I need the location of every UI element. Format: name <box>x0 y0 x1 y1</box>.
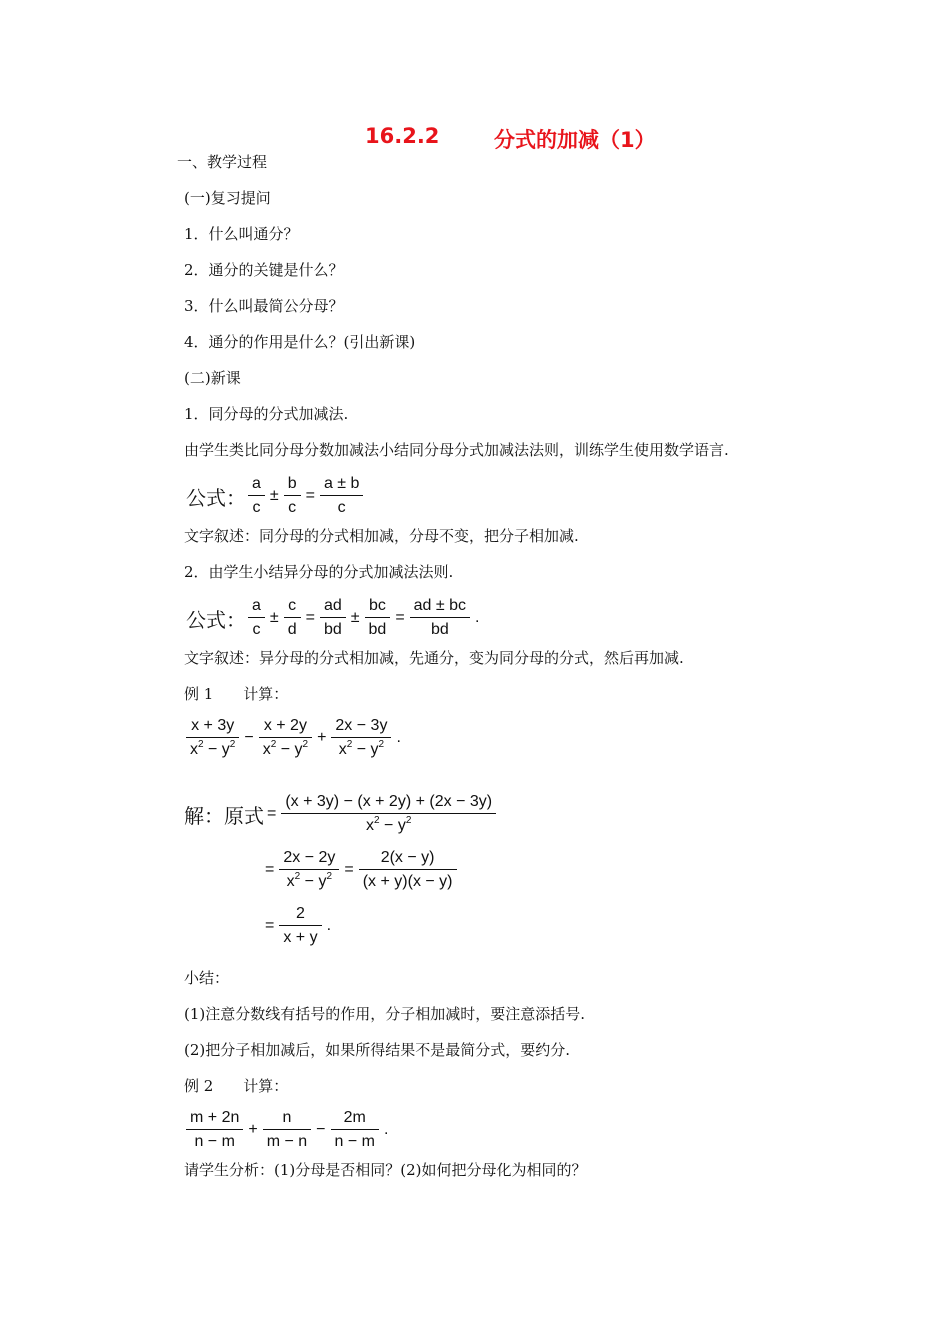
example-2-heading: 例 2 计算： <box>184 1077 289 1095</box>
section-heading: 一、教学过程 <box>177 153 268 171</box>
question-3: 3．什么叫最简公分母？ <box>184 297 344 315</box>
new-topic-1-desc: 由学生类比同分母分数加减法小结同分母分式加减法法则，训练学生使用数学语言. <box>184 441 729 459</box>
fraction: $\frac{2x - 3y}{x^2 - y^2}$ <box>331 716 391 760</box>
subsection-review: (一)复习提问 <box>184 189 271 207</box>
description-1: 文字叙述：同分母的分式相加减，分母不变，把分子相加减. <box>184 527 579 545</box>
fraction: $\frac{x + 2y}{x^2 - y^2}$ <box>259 716 312 760</box>
question-1: 1．什么叫通分？ <box>184 225 299 243</box>
summary-point-1: (1)注意分数线有括号的作用，分子相加减时，要注意添括号. <box>184 1005 586 1023</box>
fraction: $\frac{ad}{bd}$ <box>320 596 346 640</box>
solution-line-2: = $\frac{2x - 2y}{x^2 - y^2}$ = $\frac{2(x - y)}{(x + y)(x - y)}$ <box>262 848 459 892</box>
subsection-new: (二)新课 <box>184 369 241 387</box>
formula-label: 公式： <box>186 609 246 632</box>
solution-line-1: 解：原式 = $\frac{(x + 3y) - (x + 2y) + (2x - 3y)}{x^2 - y^2}$ <box>184 792 498 836</box>
fraction: $\frac{c}{d}$ <box>284 596 301 640</box>
new-topic-2: 2．由学生小结异分母的分式加减法法则. <box>184 563 454 581</box>
fraction: $\frac{n}{m - n}$ <box>263 1108 311 1152</box>
solution-label: 解：原式 <box>184 805 264 828</box>
analysis-prompt: 请学生分析：(1)分母是否相同？(2)如何把分母化为相同的？ <box>184 1161 587 1179</box>
question-4: 4．通分的作用是什么？(引出新课) <box>184 333 416 351</box>
formula-different-denominator: 公式： $\frac{a}{c}$ ± $\frac{c}{d}$ = $\frac{ad}{bd}$ ± $\frac{bc}{bd}$ = $\frac{ad \pm bc}{bd}$ . <box>186 597 480 638</box>
title-number: 16.2.2 <box>365 124 440 148</box>
fraction: $\frac{(x + 3y) - (x + 2y) + (2x - 3y)}{x^2 - y^2}$ <box>281 792 496 836</box>
fraction: $\frac{a \pm b}{c}$ <box>320 474 363 518</box>
fraction: $\frac{2m}{n - m}$ <box>331 1108 379 1152</box>
page-title: 分式的加减（1） <box>494 128 656 152</box>
fraction: $\frac{ad \pm bc}{bd}$ <box>410 596 470 640</box>
fraction: $\frac{2(x - y)}{(x + y)(x - y)}$ <box>359 848 457 892</box>
example-1-heading: 例 1 计算： <box>184 685 289 703</box>
new-topic-1: 1．同分母的分式加减法. <box>184 405 349 423</box>
summary-heading: 小结： <box>184 969 230 987</box>
formula-same-denominator: 公式： $\frac{a}{c}$ ± $\frac{b}{c}$ = $\frac{a \pm b}{c}$ <box>186 474 365 518</box>
summary-point-2: (2)把分子相加减后，如果所得结果不是最简分式，要约分. <box>184 1041 571 1059</box>
fraction: $\frac{a}{c}$ <box>248 474 265 518</box>
example-1-expression: $\frac{x + 3y}{x^2 - y^2}$ − $\frac{x + 2y}{x^2 - y^2}$ + $\frac{2x - 3y}{x^2 - y^2}$ . <box>184 716 404 760</box>
fraction: $\frac{x + 3y}{x^2 - y^2}$ <box>186 716 239 760</box>
fraction: $\frac{2x - 2y}{x^2 - y^2}$ <box>279 848 339 892</box>
fraction: $\frac{a}{c}$ <box>248 596 265 640</box>
example-2-expression: $\frac{m + 2n}{n - m}$ + $\frac{n}{m - n}$ − $\frac{2m}{n - m}$ . <box>184 1108 391 1152</box>
fraction: $\frac{bc}{bd}$ <box>365 596 391 640</box>
fraction: $\frac{m + 2n}{n - m}$ <box>186 1108 243 1152</box>
question-2: 2．通分的关键是什么？ <box>184 261 344 279</box>
fraction: $\frac{2}{x + y}$ <box>279 904 321 948</box>
solution-line-3: = $\frac{2}{x + y}$ . <box>265 905 332 946</box>
formula-label: 公式： <box>186 487 246 510</box>
fraction: $\frac{b}{c}$ <box>284 474 301 518</box>
description-2: 文字叙述：异分母的分式相加减，先通分，变为同分母的分式，然后再加减. <box>184 649 684 667</box>
